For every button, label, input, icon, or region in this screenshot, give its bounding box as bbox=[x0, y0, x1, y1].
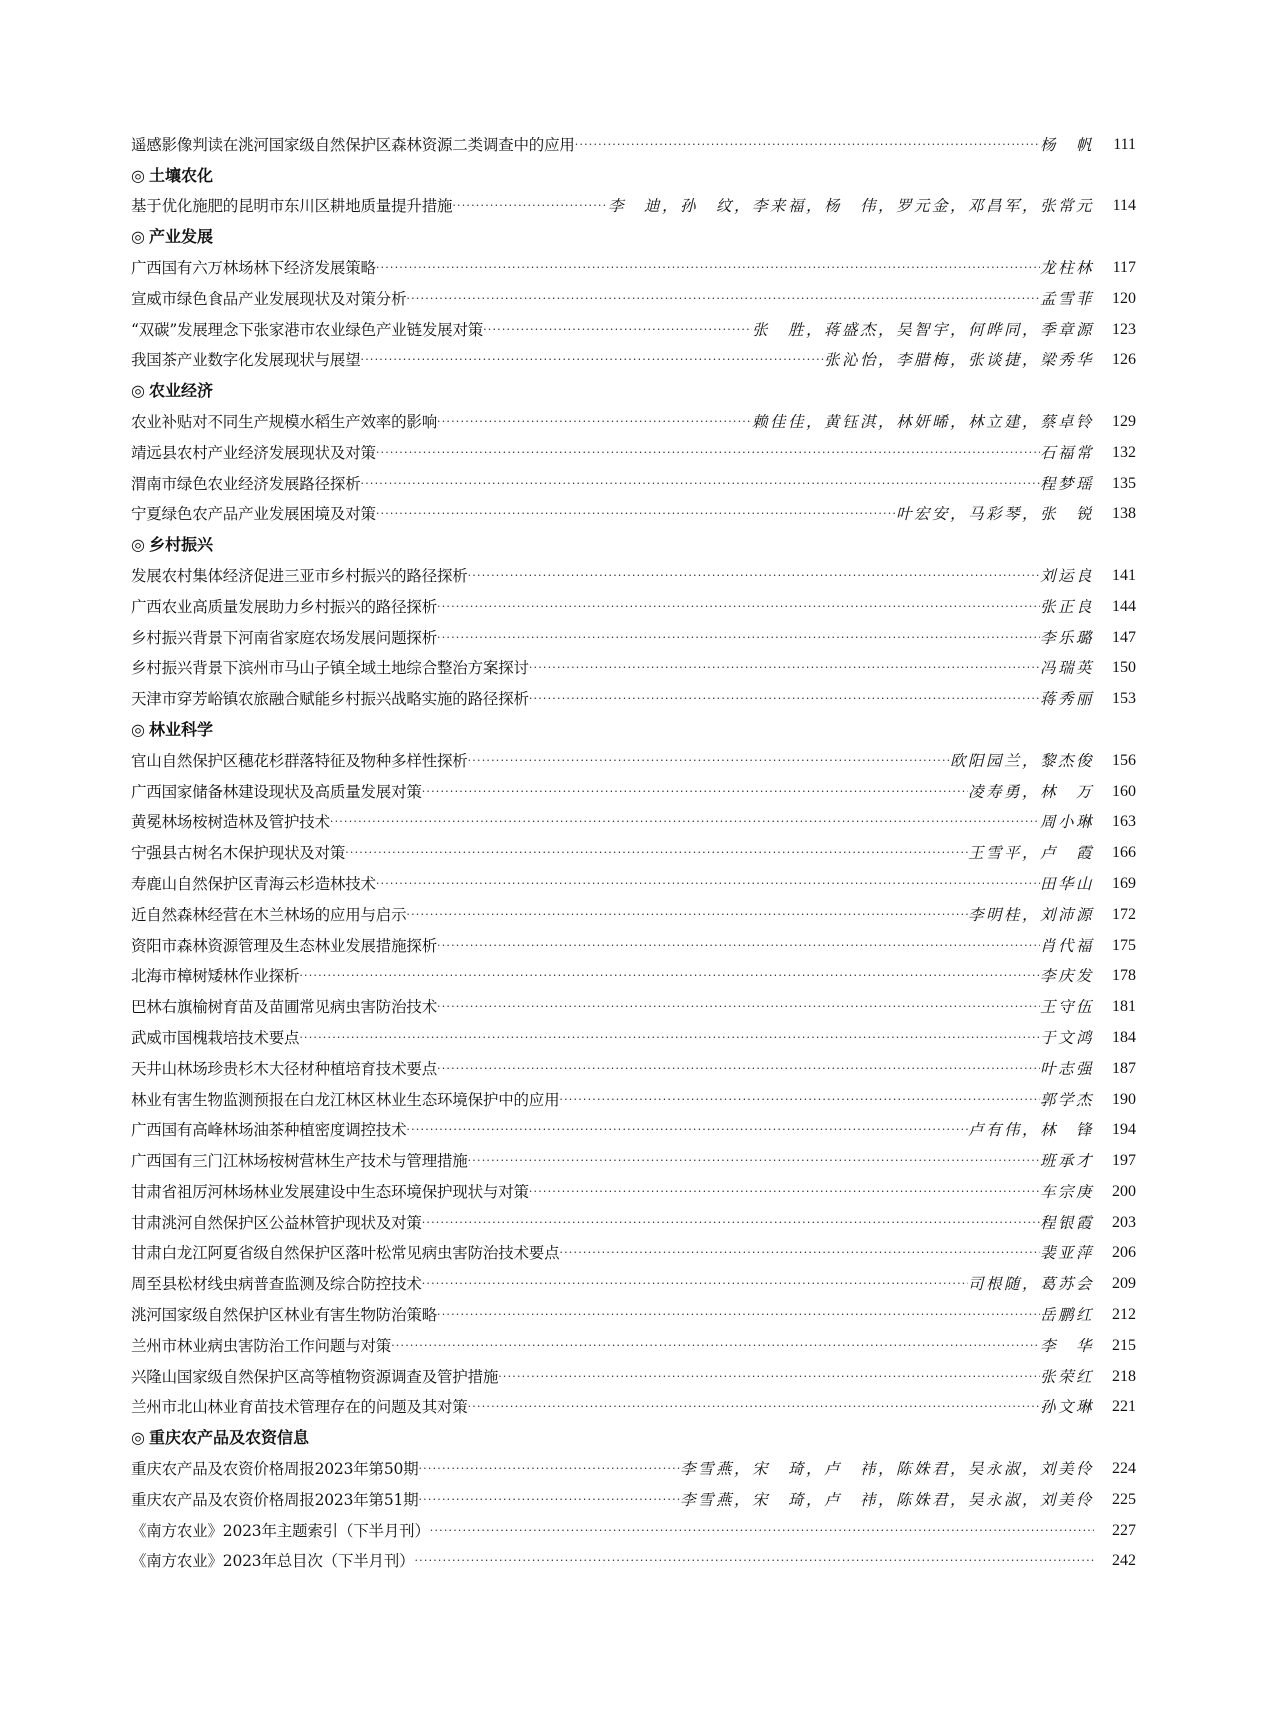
dot-leader bbox=[483, 320, 752, 340]
article-authors: 张荣红 bbox=[1039, 1367, 1094, 1386]
dot-leader bbox=[452, 196, 608, 216]
dot-leader bbox=[468, 1151, 1040, 1171]
article-title: 我国茶产业数字化发展现状与展望 bbox=[131, 351, 361, 370]
dot-leader bbox=[422, 782, 968, 802]
toc-entry bbox=[131, 1510, 1136, 1541]
toc-entry bbox=[131, 278, 1136, 309]
dot-leader bbox=[430, 1521, 1094, 1541]
article-title: 武威市国槐栽培技术要点 bbox=[131, 1028, 300, 1047]
dot-leader bbox=[529, 658, 1040, 678]
article-authors: 班承才 bbox=[1039, 1152, 1094, 1171]
article-title: 资阳市森林资源管理及生态林业发展措施探析 bbox=[131, 936, 438, 955]
page-number: 194 bbox=[1112, 1121, 1136, 1139]
toc-entry bbox=[131, 1202, 1136, 1233]
article-title: 广西国有三门江林场桉树营林生产技术与管理措施 bbox=[131, 1152, 468, 1171]
page-number: 172 bbox=[1112, 905, 1136, 923]
toc-entry bbox=[131, 1325, 1136, 1356]
article-title: 发展农村集体经济促进三亚市乡村振兴的路径探析 bbox=[131, 566, 468, 585]
page-number: 166 bbox=[1112, 844, 1136, 862]
page-number: 215 bbox=[1112, 1336, 1136, 1354]
page-number: 129 bbox=[1112, 412, 1136, 430]
dot-leader bbox=[406, 289, 1040, 309]
article-title: 天津市穿芳峪镇农旅融合赋能乡村振兴战略实施的路径探析 bbox=[131, 690, 529, 709]
page-number: 114 bbox=[1112, 197, 1136, 215]
dot-leader bbox=[299, 1028, 1040, 1048]
article-authors: 龙柱林 bbox=[1039, 258, 1094, 277]
dot-leader bbox=[437, 997, 1040, 1017]
toc-entry bbox=[131, 1541, 1136, 1572]
dot-leader bbox=[422, 1274, 968, 1294]
article-authors: 蒋秀丽 bbox=[1039, 690, 1094, 709]
dot-leader bbox=[529, 1182, 1040, 1202]
article-authors: 李明桂，刘沛源 bbox=[967, 905, 1094, 924]
dot-leader bbox=[559, 1243, 1040, 1263]
article-title: 乡村振兴背景下河南省家庭农场发展问题探析 bbox=[131, 628, 438, 647]
page-number: 190 bbox=[1112, 1090, 1136, 1108]
toc-entry bbox=[131, 1171, 1136, 1202]
article-authors: 李 迪，孙 纹，李来福，杨 伟，罗元金，邓昌军，张常元 bbox=[607, 197, 1094, 216]
article-authors: 司根随，葛苏会 bbox=[967, 1275, 1094, 1294]
dot-leader bbox=[361, 350, 824, 370]
toc-entry bbox=[131, 925, 1136, 956]
page-number: 111 bbox=[1113, 135, 1136, 153]
table-of-contents bbox=[131, 124, 1136, 1571]
toc-entry bbox=[131, 247, 1136, 278]
toc-entry bbox=[131, 1048, 1136, 1079]
section-label: 重庆农产品及农资信息 bbox=[148, 1428, 309, 1448]
page-number: 227 bbox=[1112, 1521, 1136, 1539]
dot-leader bbox=[437, 1059, 1040, 1079]
article-title: 天井山林场珍贵杉木大径材种植培育技术要点 bbox=[131, 1059, 438, 1078]
article-title: 林业有害生物监测预报在白龙江林区林业生态环境保护中的应用 bbox=[131, 1090, 560, 1109]
dot-leader bbox=[529, 689, 1040, 709]
toc-entry bbox=[131, 1387, 1136, 1418]
article-authors: 裴亚萍 bbox=[1039, 1244, 1094, 1263]
article-authors: 张沁怡，李腊梅，张谈捷，梁秀华 bbox=[823, 351, 1094, 370]
toc-entry bbox=[131, 124, 1136, 155]
toc-entry bbox=[131, 494, 1136, 525]
page-number: 156 bbox=[1112, 751, 1136, 769]
page-number: 200 bbox=[1112, 1182, 1136, 1200]
section-marker-icon: ◎ bbox=[131, 227, 145, 247]
dot-leader bbox=[376, 443, 1040, 463]
article-authors: 刘运良 bbox=[1039, 566, 1094, 585]
page-number: 144 bbox=[1112, 597, 1136, 615]
dot-leader bbox=[330, 812, 1040, 832]
article-title: 寿鹿山自然保护区青海云杉造林技术 bbox=[131, 874, 376, 893]
section-heading bbox=[131, 709, 1136, 740]
dot-leader bbox=[437, 628, 1040, 648]
page-number: 126 bbox=[1112, 351, 1136, 369]
toc-entry bbox=[131, 678, 1136, 709]
article-authors: 于文鸿 bbox=[1039, 1028, 1094, 1047]
dot-leader bbox=[468, 1397, 1040, 1417]
toc-entry bbox=[131, 617, 1136, 648]
toc-entry bbox=[131, 894, 1136, 925]
article-title: 近自然森林经营在木兰林场的应用与启示 bbox=[131, 905, 407, 924]
article-title: 兴隆山国家级自然保护区高等植物资源调查及管护措施 bbox=[131, 1367, 499, 1386]
article-authors: 车宗庚 bbox=[1039, 1182, 1094, 1201]
page-number: 184 bbox=[1112, 1028, 1136, 1046]
article-title: 巴林右旗榆树育苗及苗圃常见病虫害防治技术 bbox=[131, 998, 438, 1017]
page-number: 221 bbox=[1112, 1398, 1136, 1416]
article-authors: 岳鹏红 bbox=[1039, 1306, 1094, 1325]
dot-leader bbox=[391, 1336, 1040, 1356]
article-title: 兰州市北山林业育苗技术管理存在的问题及其对策 bbox=[131, 1398, 468, 1417]
dot-leader bbox=[468, 751, 950, 771]
dot-leader bbox=[437, 1305, 1040, 1325]
article-title: 靖远县农村产业经济发展现状及对策 bbox=[131, 443, 376, 462]
toc-entry bbox=[131, 863, 1136, 894]
article-authors: 冯瑞英 bbox=[1039, 659, 1094, 678]
toc-entry bbox=[131, 463, 1136, 494]
article-authors: 凌寿勇，林 万 bbox=[967, 782, 1094, 801]
article-title: 甘肃省祖厉河林场林业发展建设中生态环境保护现状与对策 bbox=[131, 1182, 529, 1201]
toc-entry bbox=[131, 832, 1136, 863]
dot-leader bbox=[498, 1367, 1040, 1387]
section-marker-icon: ◎ bbox=[131, 381, 145, 401]
dot-leader bbox=[361, 474, 1040, 494]
page-number: 181 bbox=[1112, 998, 1136, 1016]
section-marker-icon: ◎ bbox=[131, 719, 145, 739]
section-label: 土壤农化 bbox=[148, 165, 213, 185]
article-title: 农业补贴对不同生产规模水稻生产效率的影响 bbox=[131, 412, 438, 431]
section-label: 产业发展 bbox=[148, 227, 213, 247]
article-authors: 郭学杰 bbox=[1039, 1090, 1094, 1109]
page-number: 187 bbox=[1112, 1059, 1136, 1077]
dot-leader bbox=[406, 1120, 968, 1140]
article-title: 官山自然保护区穗花杉群落特征及物种多样性探析 bbox=[131, 751, 468, 770]
article-title: 宁强县古树名木保护现状及对策 bbox=[131, 844, 346, 863]
page-number: 175 bbox=[1112, 936, 1136, 954]
article-title: 周至县松材线虫病普查监测及综合防控技术 bbox=[131, 1275, 422, 1294]
section-marker-icon: ◎ bbox=[131, 535, 145, 555]
article-authors: 程梦瑶 bbox=[1039, 474, 1094, 493]
article-authors: 叶志强 bbox=[1039, 1059, 1094, 1078]
article-authors: 王守伍 bbox=[1039, 998, 1094, 1017]
toc-entry bbox=[131, 986, 1136, 1017]
page-number: 197 bbox=[1112, 1152, 1136, 1170]
toc-entry bbox=[131, 186, 1136, 217]
page-number: 138 bbox=[1112, 505, 1136, 523]
article-authors: 王雪平，卢 霞 bbox=[967, 844, 1094, 863]
dot-leader bbox=[437, 412, 752, 432]
article-title: 广西国家储备林建设现状及高质量发展对策 bbox=[131, 782, 422, 801]
article-title: 宁夏绿色农产品产业发展困境及对策 bbox=[131, 505, 376, 524]
toc-entry bbox=[131, 648, 1136, 679]
dot-leader bbox=[418, 1459, 680, 1479]
page-number: 224 bbox=[1112, 1460, 1136, 1478]
article-authors: 叶宏安，马彩琴，张 锐 bbox=[895, 505, 1094, 524]
dot-leader bbox=[414, 1551, 1094, 1571]
toc-entry bbox=[131, 1356, 1136, 1387]
page-number: 153 bbox=[1112, 690, 1136, 708]
dot-leader bbox=[575, 135, 1040, 155]
section-heading bbox=[131, 155, 1136, 186]
article-authors: 周小琳 bbox=[1039, 813, 1094, 832]
article-authors: 田华山 bbox=[1039, 874, 1094, 893]
article-authors: 石福常 bbox=[1039, 443, 1094, 462]
article-title: 黄冕林场桉树造林及管护技术 bbox=[131, 813, 330, 832]
dot-leader bbox=[376, 504, 896, 524]
section-label: 乡村振兴 bbox=[148, 535, 213, 555]
page-number: 123 bbox=[1112, 320, 1136, 338]
dot-leader bbox=[468, 566, 1040, 586]
article-title: 甘肃洮河自然保护区公益林管护现状及对策 bbox=[131, 1213, 422, 1232]
article-title: 《南方农业》2023年主题索引（下半月刊） bbox=[131, 1521, 430, 1540]
article-authors: 孙文琳 bbox=[1039, 1398, 1094, 1417]
toc-entry bbox=[131, 1110, 1136, 1141]
section-label: 林业科学 bbox=[148, 719, 213, 739]
page-number: 160 bbox=[1112, 782, 1136, 800]
article-title: 重庆农产品及农资价格周报2023年第50期 bbox=[131, 1460, 419, 1479]
page-number: 147 bbox=[1112, 628, 1136, 646]
article-title: 洮河国家级自然保护区林业有害生物防治策略 bbox=[131, 1306, 438, 1325]
toc-entry bbox=[131, 555, 1136, 586]
dot-leader bbox=[559, 1090, 1040, 1110]
toc-entry bbox=[131, 1017, 1136, 1048]
article-title: 广西国有六万林场林下经济发展策略 bbox=[131, 258, 376, 277]
article-authors: 杨 帆 bbox=[1039, 135, 1094, 154]
toc-entry bbox=[131, 1140, 1136, 1171]
article-title: “双碳”发展理念下张家港市农业绿色产业链发展对策 bbox=[131, 320, 484, 339]
article-authors: 张 胜，蒋盛杰，吴智宇，何晔同，季章源 bbox=[751, 320, 1094, 339]
article-title: 广西国有高峰林场油茶种植密度调控技术 bbox=[131, 1121, 407, 1140]
article-authors: 李 华 bbox=[1039, 1336, 1094, 1355]
article-title: 《南方农业》2023年总目次（下半月刊） bbox=[131, 1552, 415, 1571]
page-number: 203 bbox=[1112, 1213, 1136, 1231]
page-number: 169 bbox=[1112, 874, 1136, 892]
dot-leader bbox=[406, 905, 968, 925]
toc-entry bbox=[131, 1479, 1136, 1510]
page-number: 225 bbox=[1112, 1490, 1136, 1508]
article-authors: 李雪燕，宋 琦，卢 祎，陈姝君，吴永淑，刘美伶 bbox=[679, 1490, 1094, 1509]
dot-leader bbox=[437, 936, 1040, 956]
toc-entry bbox=[131, 401, 1136, 432]
article-title: 重庆农产品及农资价格周报2023年第51期 bbox=[131, 1490, 419, 1509]
toc-entry bbox=[131, 802, 1136, 833]
page-number: 178 bbox=[1112, 967, 1136, 985]
page-number: 242 bbox=[1112, 1552, 1136, 1570]
toc-entry bbox=[131, 340, 1136, 371]
page-number: 218 bbox=[1112, 1367, 1136, 1385]
article-title: 宣威市绿色食品产业发展现状及对策分析 bbox=[131, 289, 407, 308]
page-number: 120 bbox=[1112, 289, 1136, 307]
dot-leader bbox=[422, 1213, 1040, 1233]
section-label: 农业经济 bbox=[148, 381, 213, 401]
article-title: 遥感影像判读在洮河国家级自然保护区森林资源二类调查中的应用 bbox=[131, 135, 575, 154]
toc-entry bbox=[131, 1294, 1136, 1325]
article-authors: 张正良 bbox=[1039, 597, 1094, 616]
article-authors: 李乐璐 bbox=[1039, 628, 1094, 647]
page-number: 135 bbox=[1112, 474, 1136, 492]
article-title: 广西农业高质量发展助力乡村振兴的路径探析 bbox=[131, 597, 438, 616]
page-number: 132 bbox=[1112, 443, 1136, 461]
section-heading bbox=[131, 1417, 1136, 1448]
toc-entry bbox=[131, 1233, 1136, 1264]
page-number: 212 bbox=[1112, 1306, 1136, 1324]
article-authors: 孟雪菲 bbox=[1039, 289, 1094, 308]
toc-entry bbox=[131, 586, 1136, 617]
article-title: 基于优化施肥的昆明市东川区耕地质量提升措施 bbox=[131, 197, 453, 216]
dot-leader bbox=[299, 966, 1040, 986]
article-title: 乡村振兴背景下滨州市马山子镇全域土地综合整治方案探讨 bbox=[131, 659, 529, 678]
article-authors: 赖佳佳，黄钰淇，林妍晞，林立建，蔡卓铃 bbox=[751, 412, 1094, 431]
section-marker-icon: ◎ bbox=[131, 1428, 145, 1448]
dot-leader bbox=[418, 1490, 680, 1510]
section-heading bbox=[131, 524, 1136, 555]
toc-entry bbox=[131, 1263, 1136, 1294]
toc-entry bbox=[131, 956, 1136, 987]
article-authors: 肖代福 bbox=[1039, 936, 1094, 955]
page-number: 117 bbox=[1112, 258, 1136, 276]
article-authors: 程银霞 bbox=[1039, 1213, 1094, 1232]
dot-leader bbox=[437, 597, 1040, 617]
dot-leader bbox=[376, 874, 1040, 894]
dot-leader bbox=[345, 843, 968, 863]
toc-entry bbox=[131, 1079, 1136, 1110]
toc-entry bbox=[131, 740, 1136, 771]
dot-leader bbox=[376, 258, 1040, 278]
section-marker-icon: ◎ bbox=[131, 165, 145, 185]
article-title: 渭南市绿色农业经济发展路径探析 bbox=[131, 474, 361, 493]
article-authors: 卢有伟，林 锋 bbox=[967, 1121, 1094, 1140]
article-authors: 李雪燕，宋 琦，卢 祎，陈姝君，吴永淑，刘美伶 bbox=[679, 1460, 1094, 1479]
page-number: 206 bbox=[1112, 1244, 1136, 1262]
page-number: 141 bbox=[1112, 566, 1136, 584]
toc-entry bbox=[131, 432, 1136, 463]
section-heading bbox=[131, 370, 1136, 401]
article-title: 兰州市林业病虫害防治工作问题与对策 bbox=[131, 1336, 392, 1355]
article-authors: 欧阳园兰，黎杰俊 bbox=[949, 751, 1094, 770]
page-number: 150 bbox=[1112, 659, 1136, 677]
article-authors: 李庆发 bbox=[1039, 967, 1094, 986]
toc-entry bbox=[131, 771, 1136, 802]
article-title: 甘肃白龙江阿夏省级自然保护区落叶松常见病虫害防治技术要点 bbox=[131, 1244, 560, 1263]
article-title: 北海市樟树矮林作业探析 bbox=[131, 967, 300, 986]
section-heading bbox=[131, 216, 1136, 247]
page-number: 163 bbox=[1112, 813, 1136, 831]
toc-entry bbox=[131, 309, 1136, 340]
toc-entry bbox=[131, 1448, 1136, 1479]
page-number: 209 bbox=[1112, 1275, 1136, 1293]
